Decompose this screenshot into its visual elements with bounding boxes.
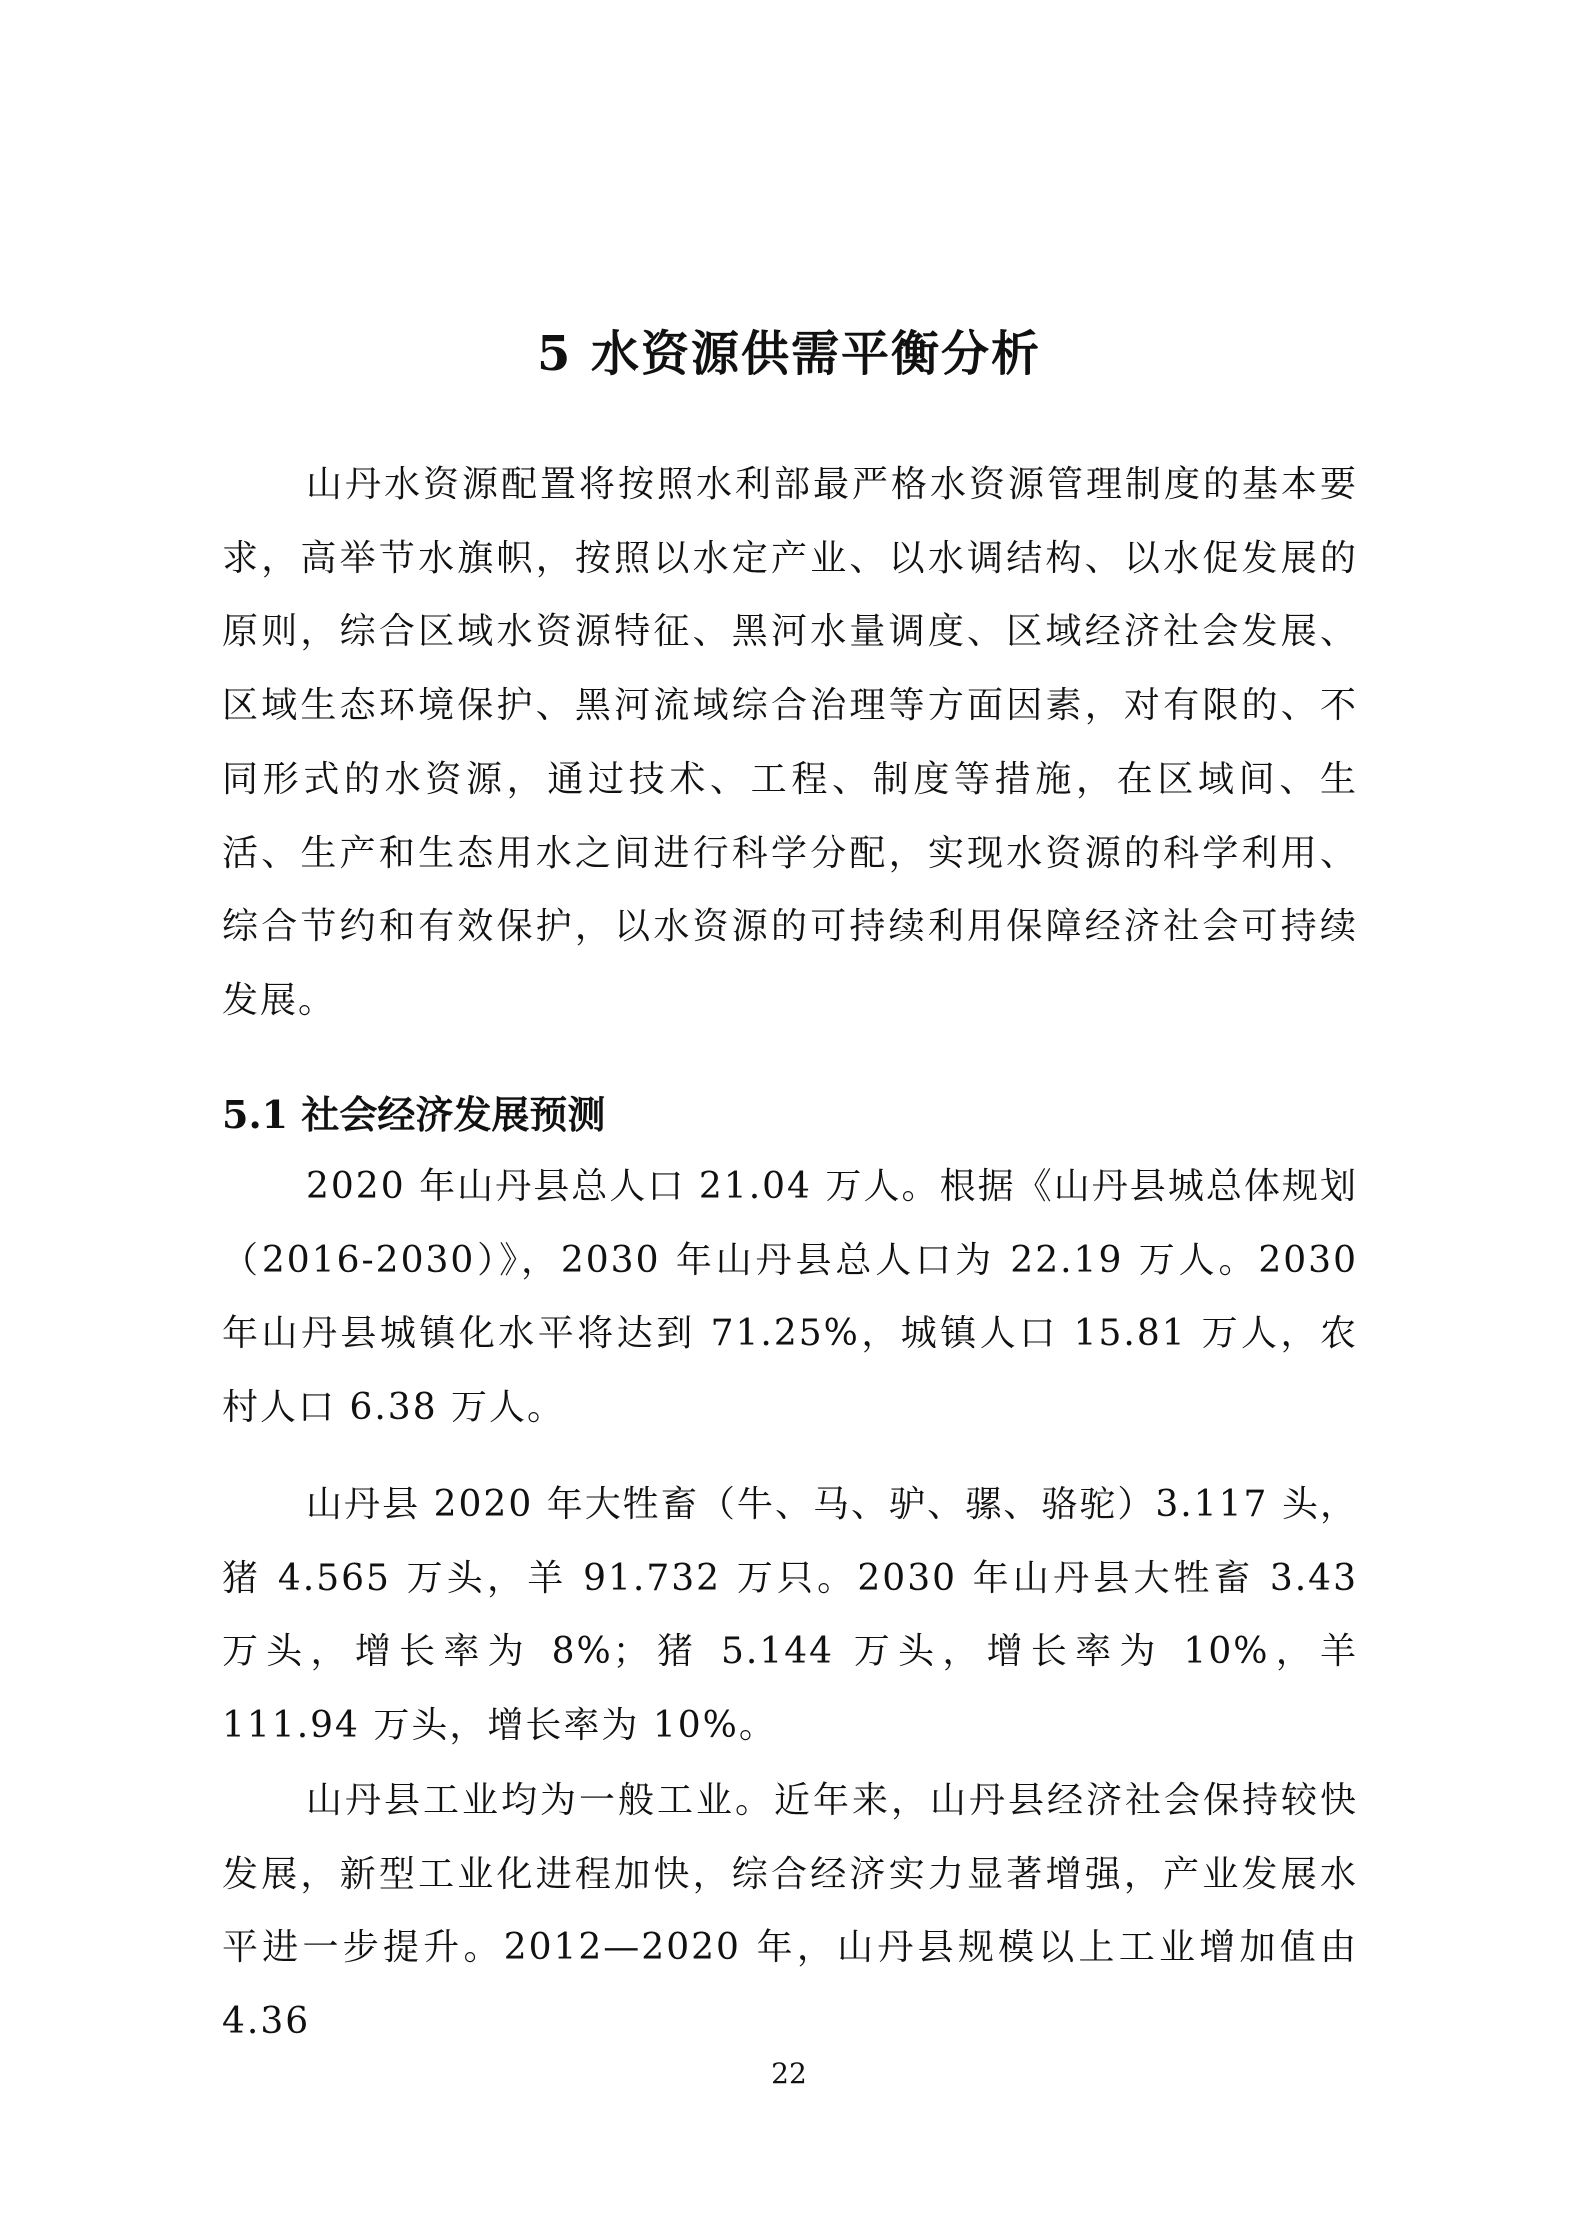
industry-paragraph: 山丹县工业均为一般工业。近年来，山丹县经济社会保持较快发展，新型工业化进程加快，综合经济实力显著增强，产业发展水平进一步提升。2012—2020 年，山丹县规模以上工业增加值由 4.36	[222, 1780, 1358, 2043]
chapter-title: 5 水资源供需平衡分析	[536, 326, 1042, 383]
intro-paragraph: 山丹水资源配置将按照水利部最严格水资源管理制度的基本要求，高举节水旗帜，按照以水定产业、以水调结构、以水促发展的原则，综合区域水资源特征、黑河水量调度、区域经济社会发展、区域生态环境保护、黑河流域综合治理等方面因素，对有限的、不同形式的水资源，通过技术、工程、制度等措施，在区域间、生活、生产和生态用水之间进行科学分配，实现水资源的科学利用、综合节约和有效保护，以水资源的可持续利用保障经济社会可持续发展。	[222, 464, 1358, 1021]
page-number: 22	[771, 2057, 807, 2090]
population-paragraph: 2020 年山丹县总人口 21.04 万人。根据《山丹县城总体规划（2016-2030）》，2030 年山丹县总人口为 22.19 万人。2030 年山丹县城镇化水平将达到 71.25%，城镇人口 15.81 万人，农村人口 6.38 万人。	[222, 1166, 1358, 1429]
livestock-paragraph: 山丹县 2020 年大牲畜（牛、马、驴、骡、骆驼）3.117 头，猪 4.565 万头，羊 91.732 万只。2030 年山丹县大牲畜 3.43 万头，增长率为 8%；猪 5.144 万头，增长率为 10%，羊 111.94 万头，增长率为 10%。	[222, 1484, 1358, 1747]
section-heading: 5.1 社会经济发展预测	[222, 1092, 606, 1137]
